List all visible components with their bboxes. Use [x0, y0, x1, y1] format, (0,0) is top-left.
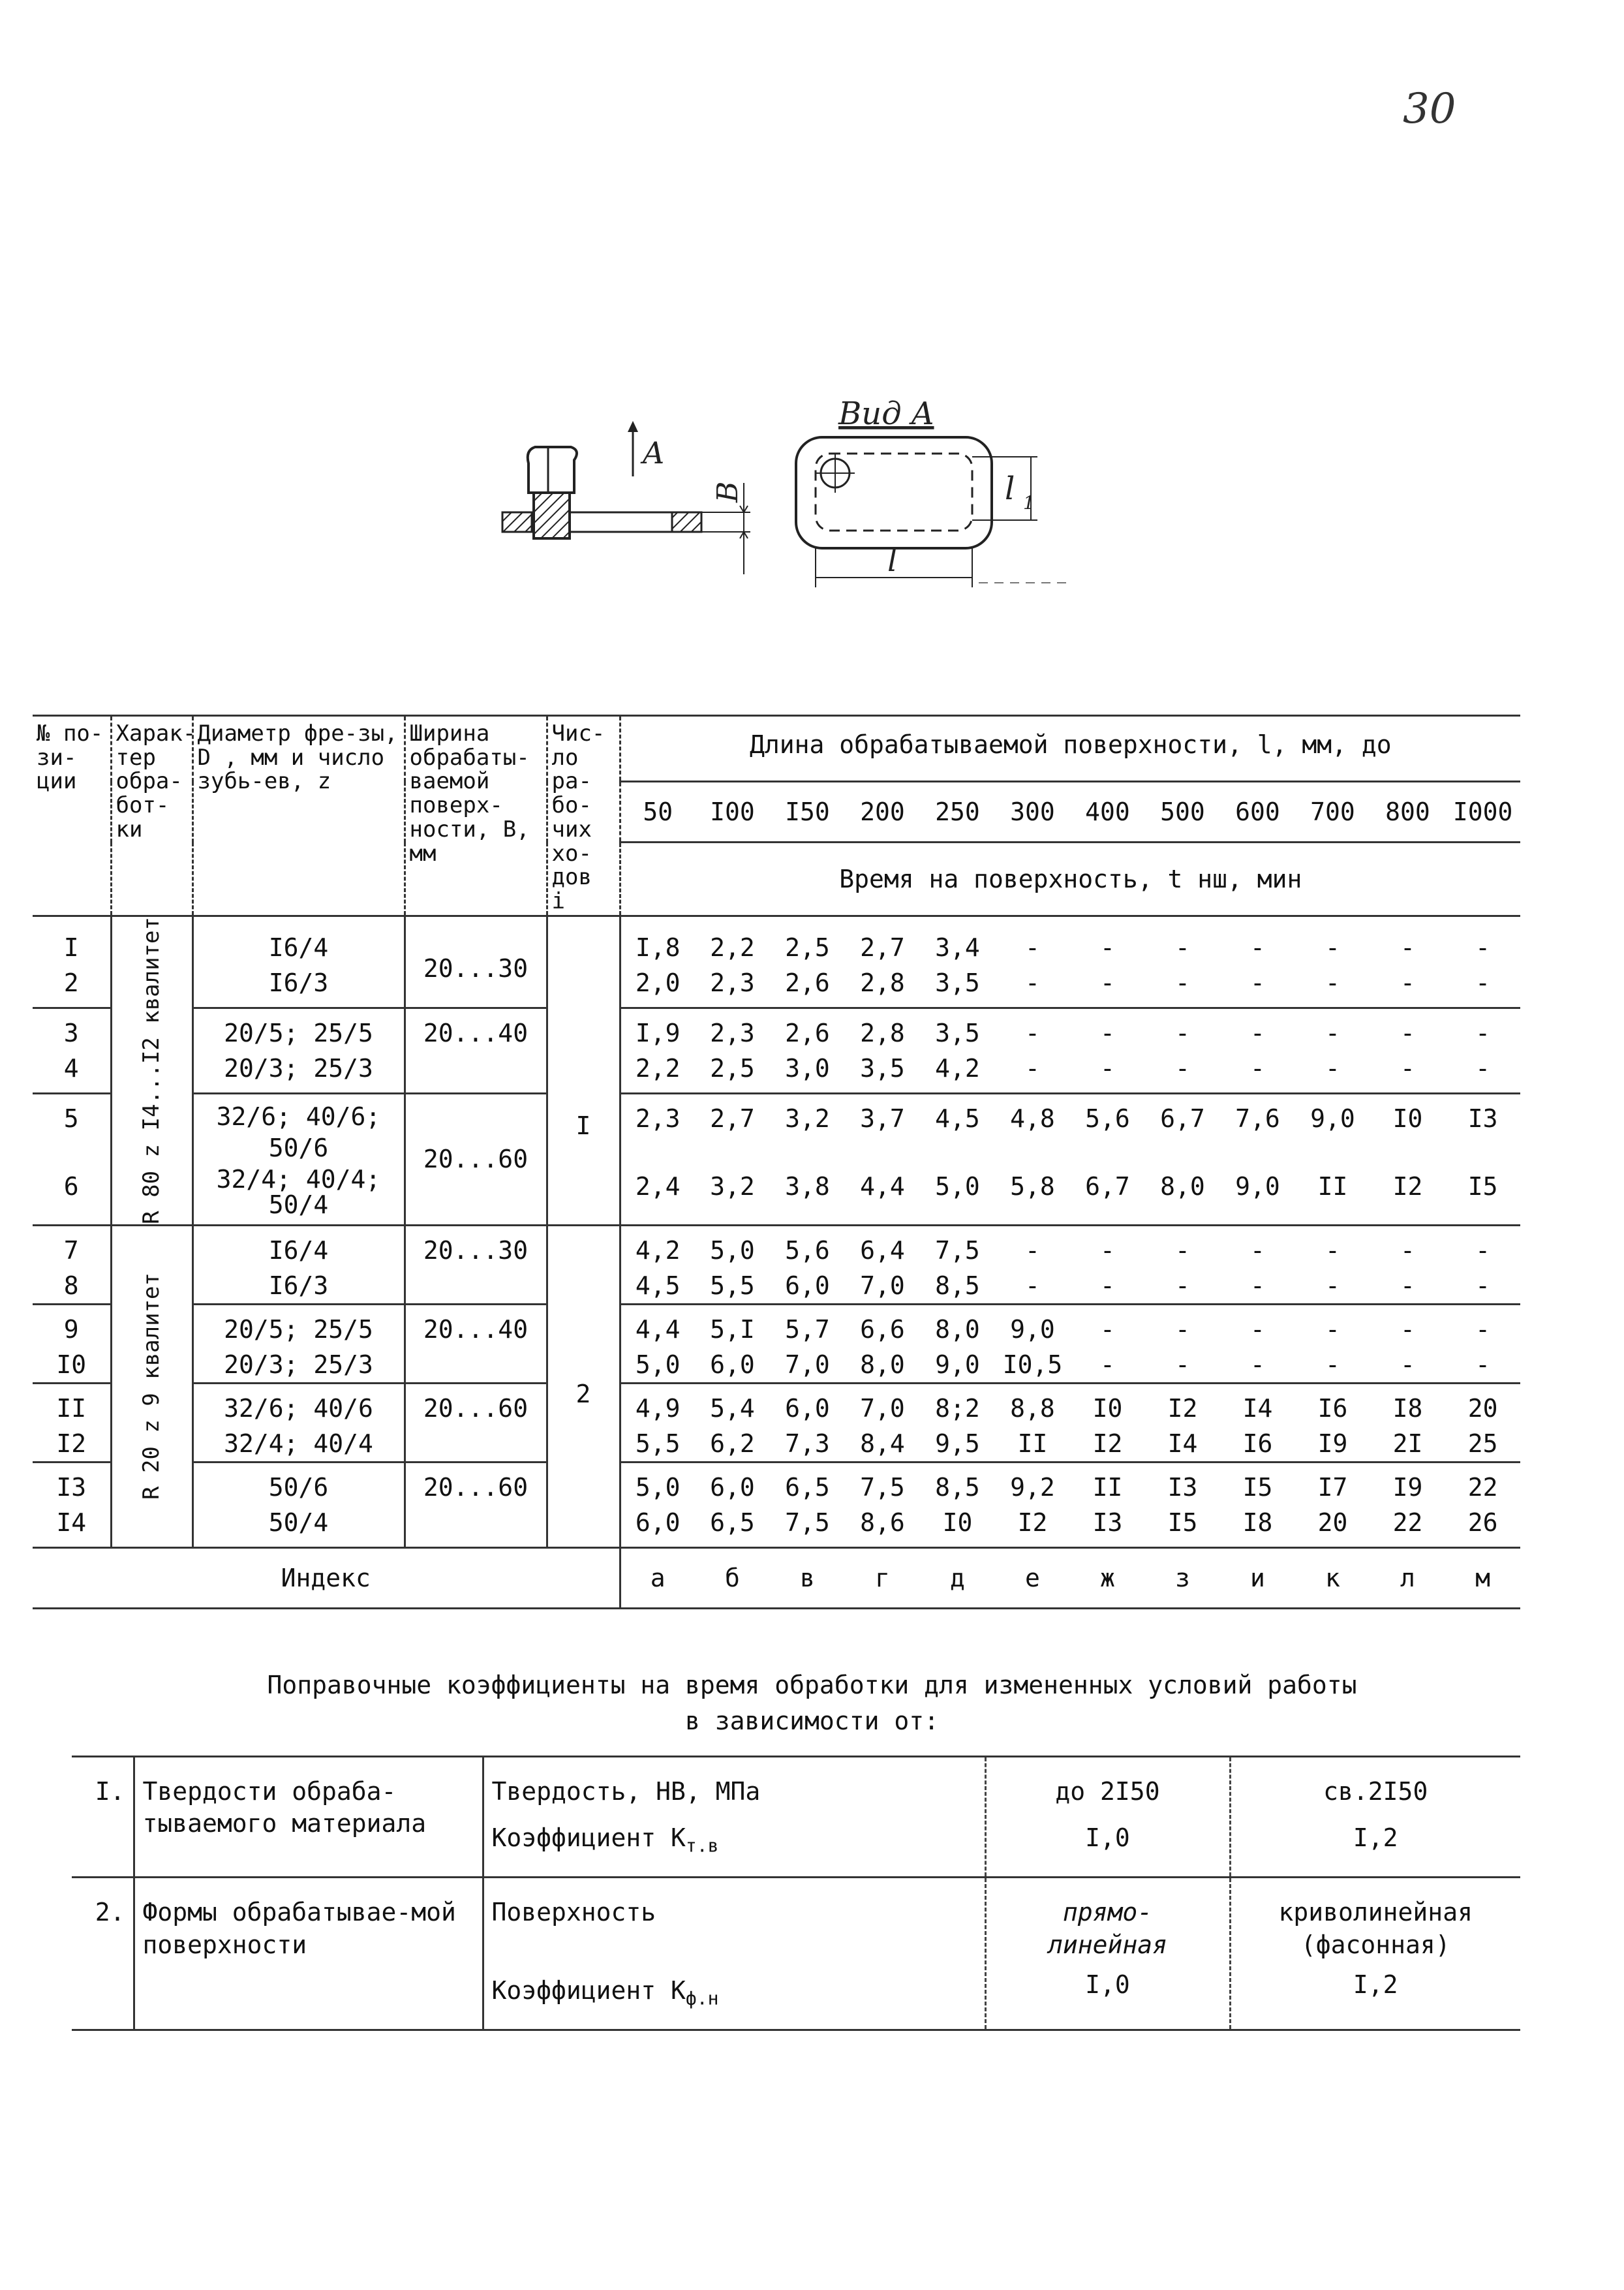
time-value: - [1475, 1350, 1491, 1379]
length-dim-label: l [887, 542, 898, 579]
time-value: - [1400, 1314, 1415, 1344]
header-surface-width: Ширина обрабаты-ваемой поверх-ности, B, мм [405, 716, 547, 916]
time-value: I0 [942, 1508, 973, 1537]
length-col: 600 [1220, 782, 1295, 843]
time-value: 6,7 [1085, 1171, 1130, 1201]
time-value: 2,2 [710, 933, 755, 962]
time-value: I2 [1392, 1171, 1423, 1201]
time-value: - [1400, 968, 1415, 997]
time-value: 2,5 [785, 933, 830, 962]
cutter-diameter-cell: 32/6; 40/6; [216, 1102, 381, 1131]
correction-col1-value: I,0 [1085, 1823, 1130, 1853]
time-value: 2,0 [635, 968, 681, 997]
cutter-diameter-cell: 20/5; 25/5 [224, 1314, 373, 1344]
position-cell: 8 [63, 1271, 79, 1300]
width-cell: 20...30 [423, 1235, 529, 1265]
time-value: 8,8 [1010, 1393, 1055, 1423]
index-letter: и [1220, 1547, 1295, 1608]
time-value: 7,0 [860, 1393, 905, 1423]
time-value: I6 [1317, 1393, 1348, 1423]
time-value: - [1400, 1235, 1415, 1265]
cutter-diameter-cell: I6/3 [268, 1271, 329, 1300]
table-row-group [33, 1008, 1520, 1094]
time-value: - [1175, 1350, 1190, 1379]
time-value: 6,5 [785, 1472, 830, 1502]
time-value: 8,5 [935, 1472, 980, 1502]
time-value: 6,2 [710, 1429, 755, 1458]
time-value: - [1400, 1054, 1415, 1083]
time-value: 7,6 [1235, 1104, 1280, 1133]
width-cell: 20...60 [423, 1393, 529, 1423]
time-value: II [1317, 1171, 1348, 1201]
correction-number: I. [72, 1757, 134, 1878]
correction-col1-value: I,0 [1085, 1970, 1130, 2000]
index-letter: а [620, 1547, 695, 1608]
time-value: 4,2 [935, 1054, 980, 1083]
machining-type-group2: R 20 z 9 квалитет [138, 1273, 164, 1500]
time-value: - [1100, 933, 1115, 962]
correction-caption-line2: в зависимости от: [685, 1707, 939, 1735]
header-length-title: Длина обрабатываемой поверхности, l, мм, до [620, 716, 1520, 782]
time-value: I8 [1392, 1393, 1423, 1423]
time-value: 2,7 [860, 933, 905, 962]
header-cutter-diameter: Диаметр фре-зы, D , мм и число зубь-ев, z [192, 716, 405, 916]
time-value: - [1325, 1314, 1340, 1344]
time-value: I3 [1092, 1508, 1123, 1537]
width-dim-label: B [711, 481, 744, 503]
table-row-group [33, 1383, 1520, 1462]
time-value: 8;2 [935, 1393, 980, 1423]
time-value: I3 [1167, 1472, 1198, 1502]
position-cell: I [63, 933, 79, 962]
time-value: 9,0 [935, 1350, 980, 1379]
time-value: 6,5 [710, 1508, 755, 1537]
table-row-group [33, 1304, 1520, 1383]
position-cell: I0 [56, 1350, 87, 1379]
time-value: 9,5 [935, 1429, 980, 1458]
time-value: - [1325, 1350, 1340, 1379]
position-cell: 3 [63, 1019, 79, 1048]
cutter-diameter-cell: I6/4 [268, 1235, 329, 1265]
length-col: 200 [845, 782, 920, 843]
table-row-group [33, 916, 1520, 1008]
position-cell: 9 [63, 1314, 79, 1344]
time-value: - [1025, 933, 1040, 962]
time-value: - [1100, 1314, 1115, 1344]
time-value: 22 [1392, 1508, 1423, 1537]
header-time-title: Время на поверхность, t нш, мин [620, 843, 1520, 916]
time-value: 8,0 [860, 1350, 905, 1379]
index-letter: в [770, 1547, 845, 1608]
time-value: - [1250, 1314, 1265, 1344]
time-value: 2,5 [710, 1054, 755, 1083]
cutter-diameter-cell: 32/4; 40/4 [224, 1429, 373, 1458]
machining-time-table [33, 715, 1520, 1609]
time-value: - [1250, 1271, 1265, 1300]
time-value: - [1250, 1019, 1265, 1048]
time-value: 5,6 [1085, 1104, 1130, 1133]
cutter-diameter-cell: 32/4; 40/4; [216, 1164, 381, 1194]
time-value: 7,0 [785, 1350, 830, 1379]
time-value: 8,6 [860, 1508, 905, 1537]
correction-factor: Твердости обраба-тываемого материала [134, 1757, 483, 1878]
passes-cell: I [575, 1111, 591, 1141]
time-value: 3,4 [935, 933, 980, 962]
time-value: 2I [1392, 1429, 1423, 1458]
correction-coef-label: Коэффициент К [491, 1975, 686, 2005]
time-value: 6,0 [710, 1472, 755, 1502]
time-value: I,9 [635, 1019, 681, 1048]
position-cell: 5 [63, 1104, 79, 1133]
time-value: 4,2 [635, 1235, 681, 1265]
position-cell: 4 [63, 1054, 79, 1083]
time-value: I5 [1242, 1472, 1273, 1502]
length-col: 250 [920, 782, 995, 843]
time-value: 5,6 [785, 1235, 830, 1265]
time-value: - [1400, 1019, 1415, 1048]
position-cell: 2 [63, 968, 79, 997]
time-value: 4,4 [860, 1171, 905, 1201]
time-value: 20 [1467, 1393, 1498, 1423]
width-cell: 20...60 [423, 1145, 529, 1174]
time-value: - [1325, 1054, 1340, 1083]
time-value: 8,0 [935, 1314, 980, 1344]
time-value: - [1250, 1350, 1265, 1379]
time-value: 8,5 [935, 1271, 980, 1300]
cutter-diameter-cell: 50/6 [268, 1133, 329, 1162]
time-value: 4,5 [935, 1104, 980, 1133]
time-value: - [1400, 1350, 1415, 1379]
page-number: 30 [1403, 85, 1456, 133]
time-value: I7 [1317, 1472, 1348, 1502]
correction-col2-head: криволинейная (фасонная) [1278, 1898, 1473, 1959]
correction-col2-value: I,2 [1353, 1970, 1398, 2000]
time-value: 5,0 [635, 1472, 681, 1502]
time-value: 5,0 [635, 1350, 681, 1379]
length-col: I00 [695, 782, 770, 843]
cutter-diameter-cell: 32/6; 40/6 [224, 1393, 373, 1423]
correction-parameter: Твердость, НВ, МПа [491, 1777, 761, 1806]
position-cell: I2 [56, 1429, 87, 1458]
time-value: - [1100, 968, 1115, 997]
index-label: Индекс [33, 1547, 620, 1608]
time-value: 5,0 [935, 1171, 980, 1201]
width-cell: 20...40 [423, 1019, 529, 1048]
time-value: 6,4 [860, 1235, 905, 1265]
time-value: 2,8 [860, 968, 905, 997]
time-value: - [1025, 968, 1040, 997]
correction-col2-value: I,2 [1353, 1823, 1398, 1853]
correction-coef-label: Коэффициент К [491, 1823, 686, 1853]
time-value: II [1017, 1429, 1048, 1458]
index-letter: з [1145, 1547, 1220, 1608]
time-value: - [1175, 1271, 1190, 1300]
time-value: - [1175, 933, 1190, 962]
time-value: - [1325, 933, 1340, 962]
header-machining-type: Харак-тер обра-бот-ки [111, 716, 192, 916]
milling-sketch [483, 385, 1096, 587]
time-value: 2,3 [710, 1019, 755, 1048]
time-value: 2,2 [635, 1054, 681, 1083]
time-value: 9,0 [1235, 1171, 1280, 1201]
time-value: I5 [1467, 1171, 1498, 1201]
length-col: 500 [1145, 782, 1220, 843]
time-value: 9,2 [1010, 1472, 1055, 1502]
time-value: 5,7 [785, 1314, 830, 1344]
time-value: I9 [1317, 1429, 1348, 1458]
time-value: 8,0 [1160, 1171, 1205, 1201]
index-letter: м [1445, 1547, 1520, 1608]
index-letter: ж [1070, 1547, 1145, 1608]
cutter-diameter-cell: 20/3; 25/3 [224, 1350, 373, 1379]
time-value: 3,2 [785, 1104, 830, 1133]
time-value: 3,7 [860, 1104, 905, 1133]
time-value: - [1325, 968, 1340, 997]
time-value: 3,5 [935, 1019, 980, 1048]
time-value: 6,0 [710, 1350, 755, 1379]
time-value: 4,9 [635, 1393, 681, 1423]
time-value: 20 [1317, 1508, 1348, 1537]
correction-col2-head: св.2I50 [1323, 1777, 1428, 1806]
time-value: 6,0 [785, 1393, 830, 1423]
index-letter: е [995, 1547, 1070, 1608]
machining-type-group1: R 80 z I4...I2 квалитет [138, 917, 164, 1224]
length-col: 300 [995, 782, 1070, 843]
time-value: 8,4 [860, 1429, 905, 1458]
time-value: 4,4 [635, 1314, 681, 1344]
time-value: - [1325, 1271, 1340, 1300]
table-row-group [33, 1093, 1520, 1225]
width-cell: 20...40 [423, 1314, 529, 1344]
correction-factor: Формы обрабатывае-мой поверхности [134, 1878, 483, 2030]
workpiece-right [672, 512, 701, 532]
time-value: - [1475, 1235, 1491, 1265]
time-value: I2 [1017, 1508, 1048, 1537]
time-value: 5,0 [710, 1235, 755, 1265]
time-value: - [1025, 1271, 1040, 1300]
length-col: 800 [1370, 782, 1445, 843]
time-value: 2,6 [785, 1019, 830, 1048]
time-value: II [1092, 1472, 1123, 1502]
time-value: - [1025, 1019, 1040, 1048]
length-col: 50 [620, 782, 695, 843]
time-value: 5,5 [710, 1271, 755, 1300]
time-value: I9 [1392, 1472, 1423, 1502]
time-value: 2,4 [635, 1171, 681, 1201]
time-value: I4 [1242, 1393, 1273, 1423]
cutter-diameter-cell: 50/4 [268, 1508, 329, 1537]
time-value: I0,5 [1002, 1350, 1063, 1379]
cutter-diameter-cell: 50/6 [268, 1472, 329, 1502]
time-value: - [1100, 1350, 1115, 1379]
index-row [33, 1547, 1520, 1608]
time-value: 7,5 [785, 1508, 830, 1537]
time-value: - [1025, 1054, 1040, 1083]
time-value: I3 [1467, 1104, 1498, 1133]
index-letter: д [920, 1547, 995, 1608]
time-value: I8 [1242, 1508, 1273, 1537]
width-cell: 20...60 [423, 1472, 529, 1502]
correction-parameter: Поверхность [491, 1898, 656, 1927]
time-value: - [1025, 1235, 1040, 1265]
table-row-group [33, 1225, 1520, 1304]
index-letter: к [1295, 1547, 1370, 1608]
time-value: 7,5 [860, 1472, 905, 1502]
svg-text:1: 1 [1023, 492, 1035, 514]
time-value: - [1250, 1235, 1265, 1265]
time-value: - [1475, 968, 1491, 997]
spindle-shape [528, 447, 577, 493]
time-value: I0 [1092, 1393, 1123, 1423]
time-value: 5,4 [710, 1393, 755, 1423]
time-value: I0 [1392, 1104, 1423, 1133]
time-value: 22 [1467, 1472, 1498, 1502]
cutter-shape [534, 493, 570, 538]
time-value: - [1100, 1271, 1115, 1300]
time-value: 7,0 [860, 1271, 905, 1300]
cutter-diameter-cell: I6/3 [268, 968, 329, 997]
time-value: - [1175, 1054, 1190, 1083]
time-value: 3,5 [860, 1054, 905, 1083]
position-cell: 7 [63, 1235, 79, 1265]
time-value: 2,8 [860, 1019, 905, 1048]
time-value: - [1175, 1314, 1190, 1344]
time-value: 4,5 [635, 1271, 681, 1300]
time-value: - [1325, 1235, 1340, 1265]
time-value: - [1100, 1054, 1115, 1083]
time-value: 9,0 [1010, 1314, 1055, 1344]
header-passes: Чис-ло ра-бо-чих хо-дов i [547, 716, 620, 916]
time-value: 6,0 [785, 1271, 830, 1300]
time-value: - [1475, 1019, 1491, 1048]
time-value: 5,I [710, 1314, 755, 1344]
position-cell: II [56, 1393, 87, 1423]
time-value: 7,5 [935, 1235, 980, 1265]
time-value: 3,5 [935, 968, 980, 997]
time-value: 6,0 [635, 1508, 681, 1537]
correction-col1-head: до 2I50 [1055, 1777, 1160, 1806]
time-value: 6,7 [1160, 1104, 1205, 1133]
correction-caption-line1: Поправочные коэффициенты на время обработки для измененных условий работы [267, 1671, 1357, 1699]
header-position: № по-зи-ции [33, 716, 111, 916]
time-value: I4 [1167, 1429, 1198, 1458]
time-value: I6 [1242, 1429, 1273, 1458]
position-cell: I3 [56, 1472, 87, 1502]
correction-number: 2. [72, 1878, 134, 2030]
time-value: 2,7 [710, 1104, 755, 1133]
length1-dim-label: l [1005, 471, 1015, 507]
length-col: 700 [1295, 782, 1370, 843]
time-value: - [1400, 1271, 1415, 1300]
table-row-group [33, 1462, 1520, 1547]
position-cell: I4 [56, 1508, 87, 1537]
time-value: - [1175, 968, 1190, 997]
correction-col1-head: прямо-линейная [1047, 1898, 1168, 1959]
time-value: - [1475, 1271, 1491, 1300]
time-value: 3,0 [785, 1054, 830, 1083]
time-value: - [1250, 968, 1265, 997]
correction-row [72, 1878, 1520, 2030]
time-value: - [1475, 1054, 1491, 1083]
time-value: 6,6 [860, 1314, 905, 1344]
correction-coef-sub: ф.н [685, 1987, 719, 2009]
index-letter: л [1370, 1547, 1445, 1608]
time-value: - [1175, 1019, 1190, 1048]
time-value: - [1475, 1314, 1491, 1344]
time-value: I,8 [635, 933, 681, 962]
cutter-diameter-cell: 20/5; 25/5 [224, 1019, 373, 1048]
time-value: - [1175, 1235, 1190, 1265]
length-col: I50 [770, 782, 845, 843]
workpiece-left [502, 512, 532, 532]
time-value: 25 [1467, 1429, 1498, 1458]
time-value: 3,2 [710, 1171, 755, 1201]
time-value: 26 [1467, 1508, 1498, 1537]
length-col: I000 [1445, 782, 1520, 843]
length-col: 400 [1070, 782, 1145, 843]
time-value: 5,5 [635, 1429, 681, 1458]
time-value: 3,8 [785, 1171, 830, 1201]
view-outer-contour [796, 437, 992, 548]
index-letter: г [845, 1547, 920, 1608]
position-cell: 6 [63, 1171, 79, 1201]
cutter-diameter-cell: 50/4 [268, 1190, 329, 1219]
time-value: 7,3 [785, 1429, 830, 1458]
time-value: - [1100, 1235, 1115, 1265]
correction-table [72, 1756, 1520, 2031]
cutter-diameter-cell: I6/4 [268, 933, 329, 962]
correction-row [72, 1757, 1520, 1878]
time-value: - [1400, 933, 1415, 962]
time-value: 2,3 [710, 968, 755, 997]
time-value: 4,8 [1010, 1104, 1055, 1133]
time-value: 9,0 [1310, 1104, 1355, 1133]
view-arrow-label: A [643, 435, 665, 471]
time-value: 5,8 [1010, 1171, 1055, 1201]
view-inner-contour [816, 454, 972, 531]
time-value: I2 [1167, 1393, 1198, 1423]
width-cell: 20...30 [423, 954, 529, 983]
time-value: - [1250, 933, 1265, 962]
time-value: I2 [1092, 1429, 1123, 1458]
time-value: 2,6 [785, 968, 830, 997]
cutter-diameter-cell: 20/3; 25/3 [224, 1054, 373, 1083]
time-value: 2,3 [635, 1104, 681, 1133]
index-letter: б [695, 1547, 770, 1608]
view-a-label: Вид A [838, 395, 934, 432]
time-value: - [1250, 1054, 1265, 1083]
time-value: - [1100, 1019, 1115, 1048]
time-value: I5 [1167, 1508, 1198, 1537]
time-value: - [1475, 933, 1491, 962]
correction-coef-sub: т.в [685, 1834, 719, 1857]
passes-cell: 2 [575, 1379, 591, 1408]
time-value: - [1325, 1019, 1340, 1048]
